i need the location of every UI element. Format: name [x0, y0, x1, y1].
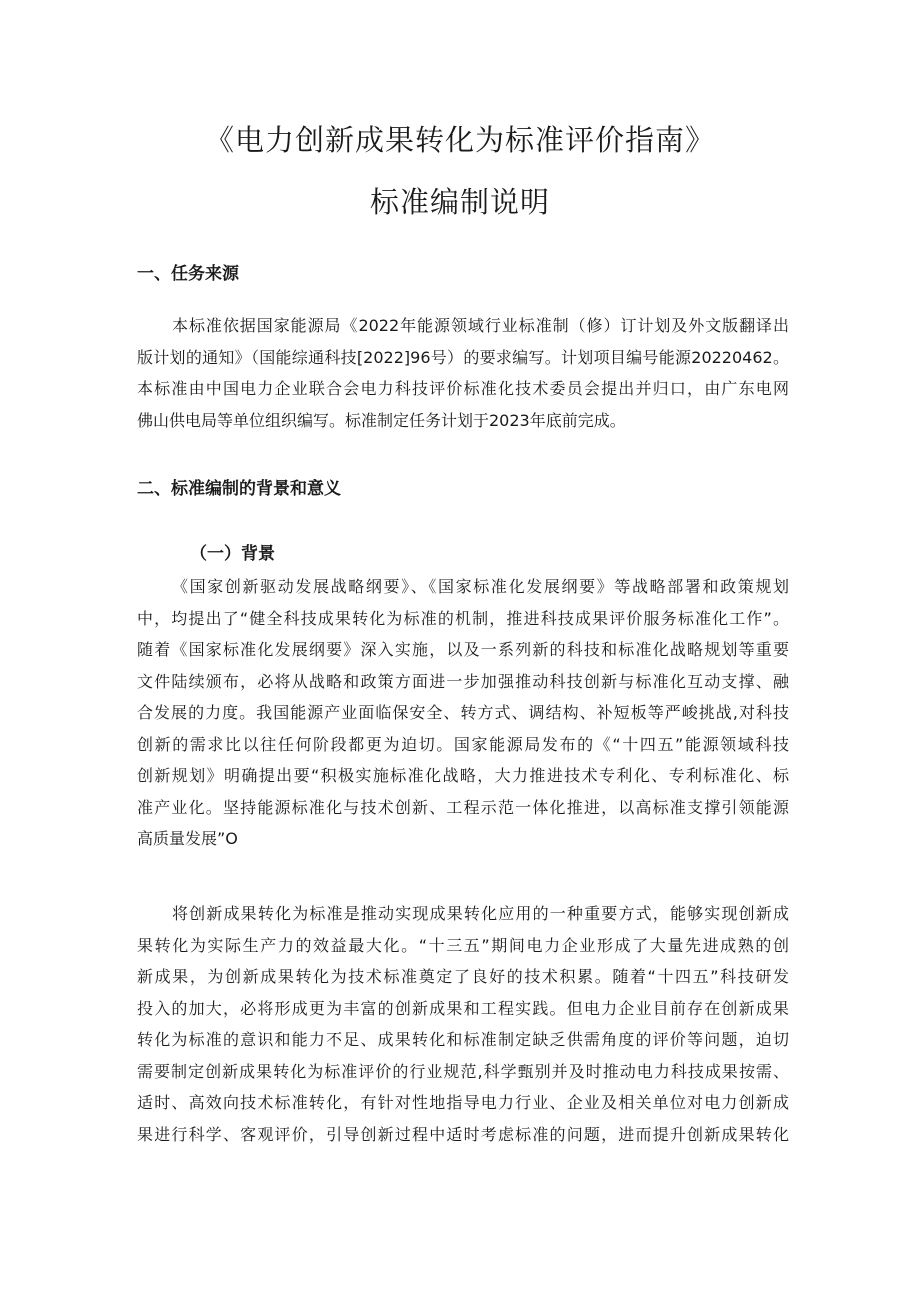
paragraph-line: 需要制定创新成果转化为标准评价的行业规范,科学甄别并及时推动电力科技成果按需、: [137, 1061, 789, 1081]
paragraph-line: 文件陆续颁布，必将从战略和政策方面进一步加强推动科技创新与标准化互动支撑、融: [137, 671, 789, 691]
paragraph-line: 准产业化。坚持能源标准化与技术创新、工程示范一体化推进，以高标准支撑引领能源: [137, 797, 789, 817]
section-heading-background: 二、标准编制的背景和意义: [137, 479, 341, 499]
paragraph-line: 随着《国家标准化发展纲要》深入实施，以及一系列新的科技和标准化战略规划等重要: [137, 640, 789, 659]
section-heading-task-source: 一、任务来源: [137, 264, 239, 284]
paragraph-line: 本标准依据国家能源局《2022年能源领域行业标准制（修）订计划及外文版翻译出: [172, 316, 789, 335]
paragraph-line: 《国家创新驱动发展战略纲要》、《国家标准化发展纲要》等战略部署和政策规划: [172, 577, 789, 596]
paragraph-line: 创新规划》明确提出要“积极实施标准化战略，大力推进技术专利化、专利标准化、标: [137, 766, 789, 785]
paragraph-line: 新成果，为创新成果转化为技术标准奠定了良好的技术积累。随着“十四五”科技研发: [137, 967, 789, 986]
paragraph-line: 果转化为实际生产力的效益最大化。“十三五”期间电力企业形成了大量先进成熟的创: [137, 935, 789, 955]
subsection-heading-background: （一）背景: [190, 544, 275, 564]
paragraph-line: 转化为标准的意识和能力不足、成果转化和标准制定缺乏供需角度的评价等问题，迫切: [137, 1030, 789, 1049]
paragraph-line: 将创新成果转化为标准是推动实现成果转化应用的一种重要方式，能够实现创新成: [172, 904, 789, 923]
paragraph-line: 合发展的力度。我国能源产业面临保安全、转方式、调结构、补短板等严峻挑战,对科技: [137, 703, 789, 722]
paragraph-line: 佛山供电局等单位组织编写。标准制定任务计划于2023年底前完成。: [137, 410, 626, 430]
section1-paragraph: [137, 310, 789, 436]
paragraph-line: 版计划的通知》（国能综通科技[2022]96号）的要求编写。计划项目编号能源20220462。: [137, 347, 789, 367]
document-subtitle: 标准编制说明: [369, 185, 550, 219]
section2-paragraph-2: [137, 898, 789, 1150]
paragraph-line: 适时、高效向技术标准转化，有针对性地指导电力行业、企业及相关单位对电力创新成: [137, 1093, 789, 1112]
paragraph-line: 高质量发展”O: [137, 829, 238, 848]
paragraph-line: 投入的加大，必将形成更为丰富的创新成果和工程实践。但电力企业目前存在创新成果: [137, 998, 789, 1018]
paragraph-line: 果进行科学、客观评价，引导创新过程中适时考虑标准的问题，进而提升创新成果转化: [137, 1124, 789, 1144]
paragraph-line: 创新的需求比以往任何阶段都更为迫切。国家能源局发布的《“十四五”能源领域科技: [137, 734, 789, 754]
document-title: 《电力创新成果转化为标准评价指南》: [204, 123, 715, 157]
section2-paragraph-1: [137, 571, 789, 855]
paragraph-line: 本标准由中国电力企业联合会电力科技评价标准化技术委员会提出并归口，由广东电网: [137, 379, 789, 398]
paragraph-line: 中，均提出了“健全科技成果转化为标准的机制，推进科技成果评价服务标准化工作”。: [137, 608, 789, 628]
